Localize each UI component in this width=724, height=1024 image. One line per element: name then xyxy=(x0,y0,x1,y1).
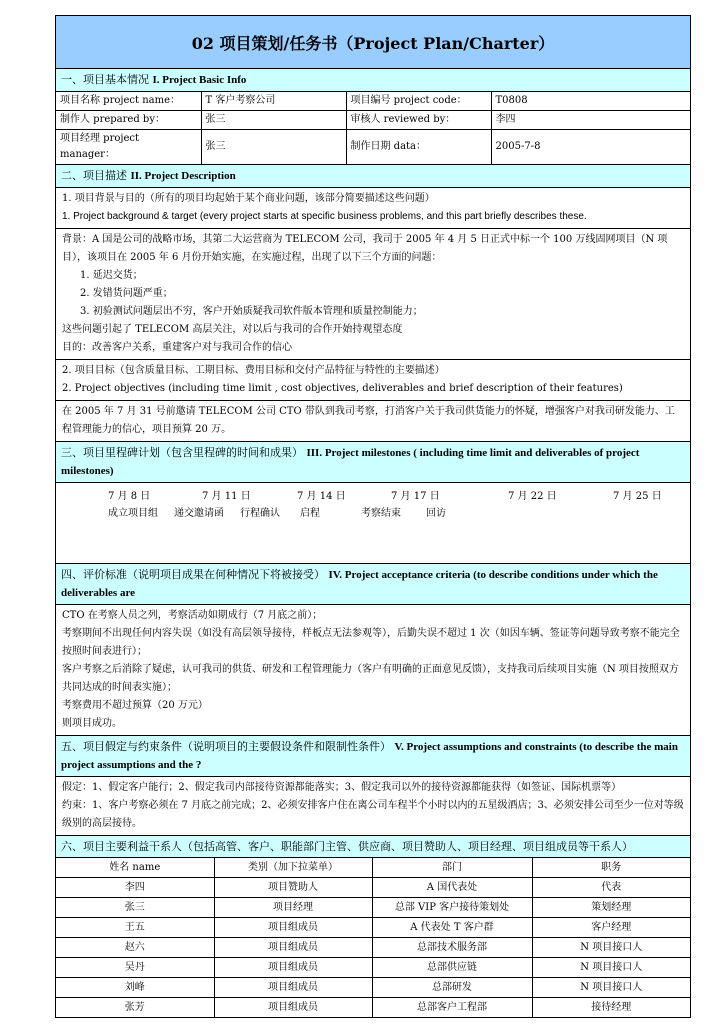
table-cell: 接待经理 xyxy=(591,1001,632,1013)
criteria-item: 考察期间不出现任何内容失误（如没有高层领导接待，样板点无法参观等），后勤失误不超过 1 次（如因车辆、签证等问题导致考察不能完全按照时间表进行）； xyxy=(62,628,680,657)
stakeholder-header-row xyxy=(56,858,690,878)
table-cell: A 国代表处 xyxy=(372,878,532,898)
table-cell: 总部供应链 xyxy=(372,958,532,978)
info-value: 张三 xyxy=(201,130,346,165)
stakeholders-table xyxy=(56,858,690,1017)
table-cell: 项目组成员 xyxy=(214,958,372,978)
table-cell: 赵六 xyxy=(56,938,214,958)
milestone-date: 7 月 22 日 xyxy=(508,491,557,502)
section-description-heading xyxy=(56,165,690,188)
background-heading-en: 1. Project background & target (every project starts at specific business problems, and this part briefly describes these. xyxy=(62,211,587,222)
column-header: 姓名 name xyxy=(56,858,214,878)
table-cell: 项目组成员 xyxy=(214,998,372,1018)
info-label: 项目名称 project name： xyxy=(56,92,201,111)
issue-item: 1. 延迟交货； xyxy=(80,270,143,281)
table-cell: 项目组成员 xyxy=(214,938,372,958)
info-label: 制作人 prepared by： xyxy=(56,111,201,130)
info-label: 项目经理 project manager： xyxy=(56,130,201,165)
info-label: 制作日期 data： xyxy=(346,130,491,165)
purpose-text: 目的：改善客户关系，重建客户对与我司合作的信心 xyxy=(62,342,292,353)
table-cell: N 项目接口人 xyxy=(532,938,690,958)
section-heading-cn: 一、项目基本情况 xyxy=(61,73,149,86)
milestone-label: 递交邀请函 xyxy=(174,508,224,519)
table-row xyxy=(56,878,690,898)
info-value: 李四 xyxy=(491,111,690,130)
table-cell: A 代表处 T 客户群 xyxy=(372,918,532,938)
section-heading-cn: 三、项目里程碑计划（包含里程碑的时间和成果） xyxy=(61,446,303,459)
table-cell: 刘峰 xyxy=(56,978,214,998)
table-cell: 项目经理 xyxy=(214,898,372,918)
milestone-label: 考察结束 xyxy=(361,508,401,519)
info-label: 审核人 reviewed by： xyxy=(346,111,491,130)
basic-info-table xyxy=(56,92,690,165)
table-cell: 总部 VIP 客户接待策划处 xyxy=(372,898,532,918)
background-text: 这些问题引起了 TELECOM 高层关注，对以后与我司的合作开始持观望态度 xyxy=(62,324,403,335)
column-header: 类别（加下拉菜单） xyxy=(214,858,372,878)
objectives-heading-en: 2. Project objectives (including time limit , cost objectives, deliverables and brief description of their features) xyxy=(62,383,623,394)
section-basic-info-heading xyxy=(56,69,690,92)
table-cell: 客户经理 xyxy=(532,918,690,938)
table-cell: 代表 xyxy=(532,878,690,898)
section-heading-cn: 四、评价标准（说明项目成果在何种情况下将被接受） xyxy=(61,568,325,581)
background-body-block xyxy=(56,229,690,360)
milestone-date: 7 月 25 日 xyxy=(613,491,662,502)
issue-item: 2. 发错货问题严重； xyxy=(80,288,173,299)
section-heading-en: IV. Project acceptance criteria (to describe conditions under which the deliverables are xyxy=(61,569,658,599)
milestone-date: 7 月 8 日 xyxy=(108,491,151,502)
background-text: 背景：A 国是公司的战略市场，其第二大运营商为 TELECOM 公司，我司于 2005 年 4 月 5 日正式中标一个 100 万线固网项目（N 项目），该项目在 2005 年 6 月份开始实施，在实施过程，出现了以下三个方面的问题： xyxy=(62,234,668,263)
objectives-body-block xyxy=(56,401,690,442)
table-cell: 策划经理 xyxy=(532,898,690,918)
milestone-label: 行程确认 xyxy=(240,508,280,519)
section-heading-en: V. Project assumptions and constraints (to describe the main project assumptions and the ? xyxy=(61,741,678,771)
milestone-date: 7 月 11 日 xyxy=(202,491,251,502)
criteria-item: 则项目成功。 xyxy=(62,718,122,729)
table-cell: 项目赞助人 xyxy=(214,878,372,898)
table-row xyxy=(56,998,690,1018)
section-stakeholders-heading xyxy=(56,836,690,858)
section-heading-en: II. Project Description xyxy=(130,170,236,182)
column-header: 职务 xyxy=(532,858,690,878)
info-row xyxy=(56,130,690,165)
section-acceptance-heading xyxy=(56,564,690,605)
table-cell: N 项目接口人 xyxy=(532,958,690,978)
table-cell: 项目组成员 xyxy=(214,978,372,998)
table-cell: 吴丹 xyxy=(56,958,214,978)
table-row xyxy=(56,918,690,938)
section-heading-cn: 五、项目假定与约束条件（说明项目的主要假设条件和限制性条件） xyxy=(61,740,391,753)
info-value: 张三 xyxy=(201,111,346,130)
background-heading-cn: 1. 项目背景与目的（所有的项目均起始于某个商业问题，该部分简要描述这些问题） xyxy=(62,193,435,204)
assumptions-body-block xyxy=(56,777,690,836)
criteria-item: 考察费用不超过预算（20 万元） xyxy=(62,700,208,711)
milestone-label: 回访 xyxy=(426,508,446,519)
column-header: 部门 xyxy=(372,858,532,878)
section-heading-cn: 二、项目描述 xyxy=(61,169,127,182)
table-cell: 张芳 xyxy=(56,998,214,1018)
table-cell: 王五 xyxy=(56,918,214,938)
section-heading-en: I. Project Basic Info xyxy=(152,74,247,86)
section-heading-cn: 六、项目主要利益干系人（包括高管、客户、职能部门主管、供应商、项目赞助人、项目经理、项目组成员等干系人） xyxy=(61,840,633,853)
info-label: 项目编号 project code： xyxy=(346,92,491,111)
assumption-text: 假定：1、假定客户能行；2、假定我司内部接待资源都能落实；3、假定我司以外的接待资源都能获得（如签证、国际机票等） xyxy=(62,782,622,793)
milestone-date: 7 月 17 日 xyxy=(391,491,440,502)
table-row xyxy=(56,898,690,918)
acceptance-body-block xyxy=(56,605,690,736)
table-row xyxy=(56,978,690,998)
milestones-block xyxy=(56,483,690,564)
section-heading-en: III. Project milestones ( including time limit and deliverables of project milestones) xyxy=(61,447,640,477)
milestone-date: 7 月 14 日 xyxy=(297,491,346,502)
table-row xyxy=(56,958,690,978)
background-heading-block xyxy=(56,188,690,229)
table-cell: 项目组成员 xyxy=(214,918,372,938)
criteria-item: 客户考察之后消除了疑虑，认可我司的供货、研发和工程管理能力（客户有明确的正面意见反馈），支持我司后续项目实施（N 项目按照双方共同达成的时间表实施）； xyxy=(62,664,679,693)
issue-item: 3. 初验测试问题层出不穷，客户开始质疑我司软件版本管理和质量控制能力； xyxy=(80,306,423,317)
document-title: 02 项目策划/任务书（Project Plan/Charter） xyxy=(56,16,690,69)
milestone-label: 启程 xyxy=(300,508,320,519)
info-value: 2005-7-8 xyxy=(491,130,690,165)
info-value: T 客户考察公司 xyxy=(201,92,346,111)
section-milestones-heading xyxy=(56,442,690,483)
table-cell: 李四 xyxy=(56,878,214,898)
milestone-label: 成立项目组 xyxy=(108,508,158,519)
table-cell: 总部研发 xyxy=(372,978,532,998)
criteria-item: CTO 在考察人员之列，考察活动如期成行（7 月底之前）； xyxy=(62,610,323,621)
project-charter-document xyxy=(55,15,691,1018)
objectives-text: 在 2005 年 7 月 31 号前邀请 TELECOM 公司 CTO 带队到我司考察，打消客户关于我司供货能力的怀疑，增强客户对我司研发能力、工程管理能力的信心，项目预算 20 万。 xyxy=(62,406,675,435)
constraint-text: 约束：1、客户考察必须在 7 月底之前完成；2、必须安排客户住在离公司车程半个小时以内的五星级酒店；3、必须安排公司至少一位对等级级别的高层接待。 xyxy=(62,800,684,829)
table-row xyxy=(56,938,690,958)
objectives-heading-cn: 2. 项目目标（包含质量目标、工期目标、费用目标和交付产品特征与特性的主要描述） xyxy=(62,365,445,376)
objectives-heading-block xyxy=(56,360,690,401)
info-value: T0808 xyxy=(491,92,690,111)
table-cell: 总部技术服务部 xyxy=(372,938,532,958)
info-row xyxy=(56,111,690,130)
section-assumptions-heading xyxy=(56,736,690,777)
table-cell: 张三 xyxy=(56,898,214,918)
table-cell: 总部客户工程部 xyxy=(372,998,532,1018)
table-cell: N 项目接口人 xyxy=(532,978,690,998)
info-row xyxy=(56,92,690,111)
